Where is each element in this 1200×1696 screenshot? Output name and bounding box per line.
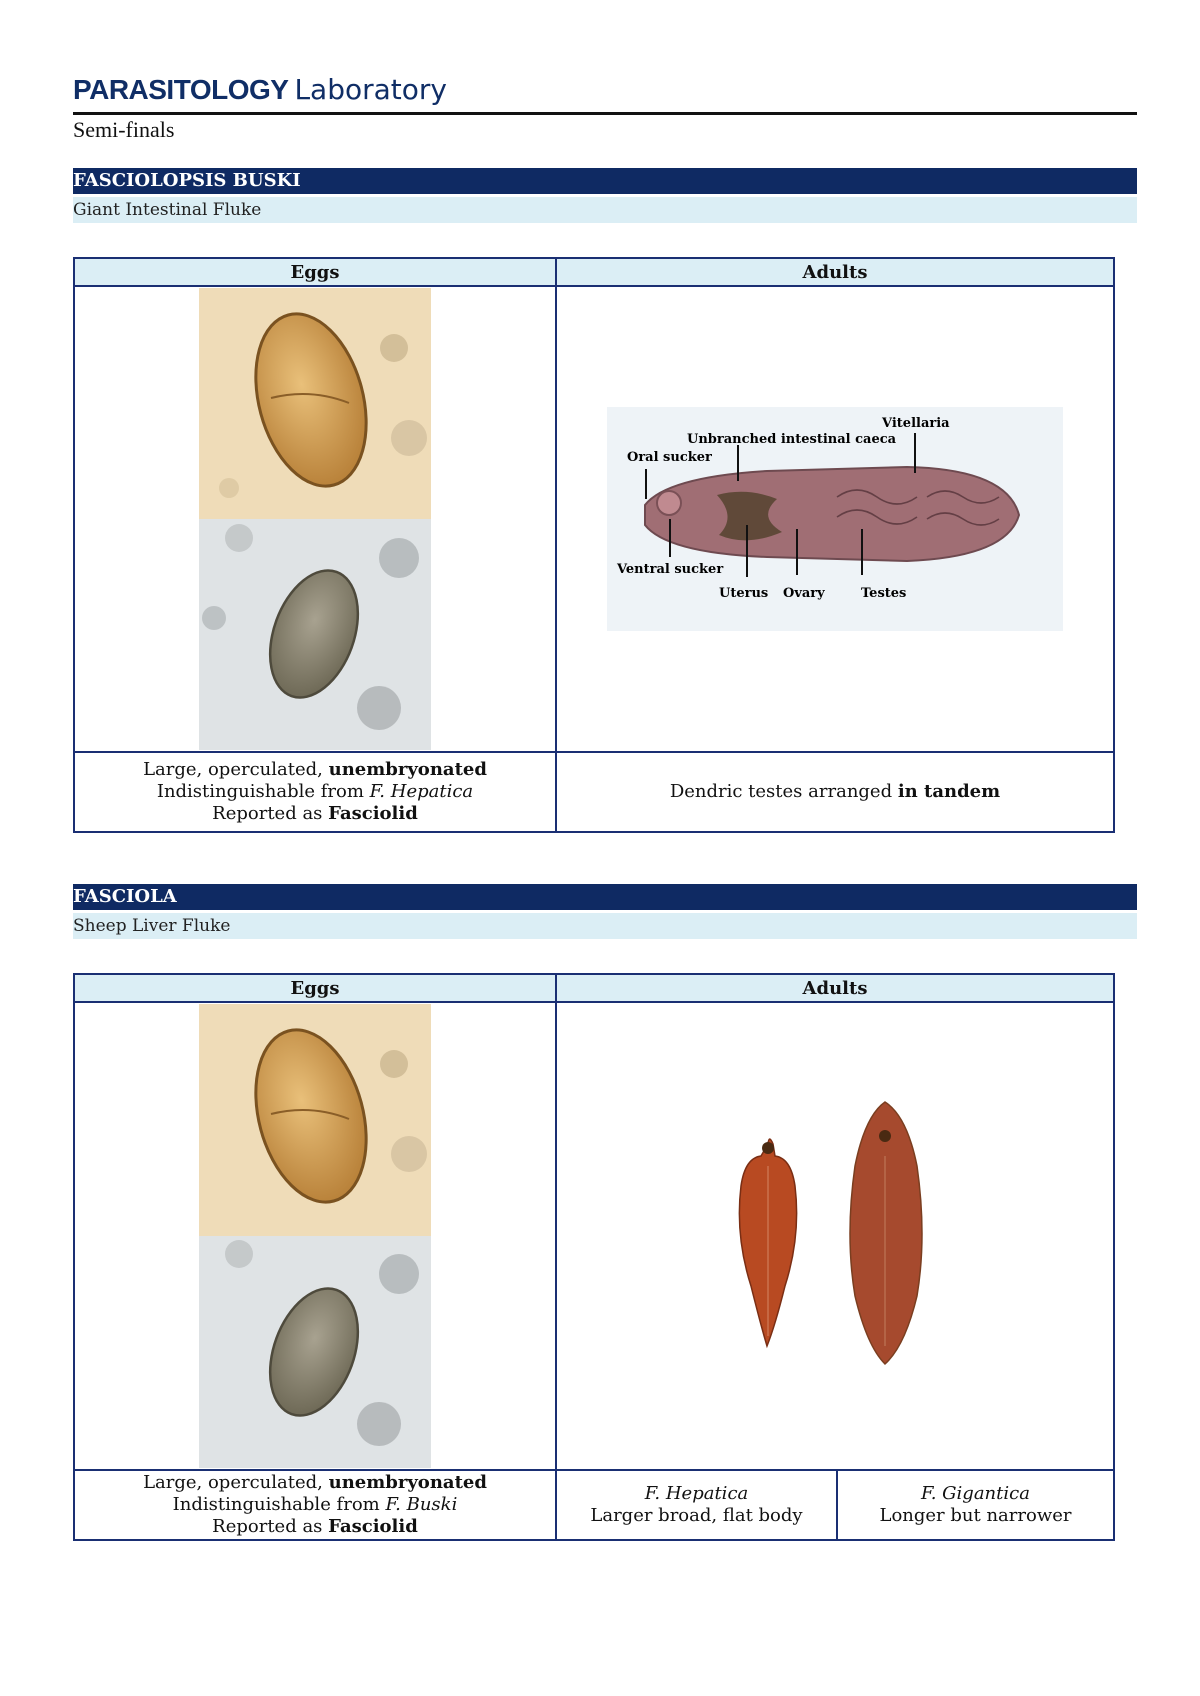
page-subtitle: Semi-finals bbox=[73, 117, 175, 142]
label-testes: Testes bbox=[861, 586, 907, 601]
label-oral-sucker: Oral sucker bbox=[627, 450, 712, 465]
adults-desc-a: Dendric testes arranged bbox=[669, 781, 898, 802]
label-uterus: Uterus bbox=[719, 586, 769, 601]
egg-photos bbox=[199, 288, 431, 750]
brand-bold: PARASITOLOGY bbox=[73, 74, 289, 105]
f-hepatica-desc: Larger broad, flat body bbox=[590, 1505, 803, 1526]
eggs-description bbox=[74, 752, 556, 832]
eggs-desc-3a: Reported as bbox=[212, 803, 329, 824]
adults-description bbox=[556, 752, 1114, 832]
eggs-desc-1a: Large, operculated, bbox=[143, 1472, 329, 1493]
page-header bbox=[73, 70, 1137, 143]
section-title-fasciola: FASCIOLA bbox=[73, 884, 1137, 910]
label-ventral-sucker: Ventral sucker bbox=[617, 562, 724, 577]
label-ovary: Ovary bbox=[783, 586, 825, 601]
adult-fluke-body bbox=[645, 467, 1019, 561]
eggs-desc-3a: Reported as bbox=[212, 1516, 329, 1537]
eggs-desc-1a: Large, operculated, bbox=[143, 759, 329, 780]
f-gigantica-description bbox=[837, 1470, 1114, 1540]
egg-photos bbox=[199, 1004, 431, 1468]
section-title-fasciolopsis: FASCIOLOPSIS BUSKI bbox=[73, 168, 1137, 194]
fasciola-table bbox=[73, 973, 1115, 1541]
brand-rest: Laboratory bbox=[294, 73, 447, 106]
col-header-adults: Adults bbox=[556, 258, 1114, 286]
eggs-desc-2b: F. Hepatica bbox=[369, 781, 474, 802]
brand-title bbox=[73, 70, 1137, 110]
f-gigantica-name: F. Gigantica bbox=[921, 1483, 1030, 1504]
adults-desc-b: in tandem bbox=[897, 781, 1001, 802]
f-hepatica-description bbox=[556, 1470, 837, 1540]
adults-image-cell bbox=[556, 1002, 1114, 1470]
eggs-desc-1b: unembryonated bbox=[328, 759, 487, 780]
section-common-name-fasciolopsis: Giant Intestinal Fluke bbox=[73, 197, 1137, 223]
fasciola-adults-photo bbox=[705, 1096, 965, 1376]
eggs-desc-2a: Indistinguishable from bbox=[156, 781, 370, 802]
f-hepatica-name: F. Hepatica bbox=[644, 1483, 749, 1504]
eggs-desc-2a: Indistinguishable from bbox=[172, 1494, 386, 1515]
eggs-desc-3b: Fasciolid bbox=[328, 1516, 418, 1537]
header-rule bbox=[73, 112, 1137, 115]
eggs-desc-2b: F. Buski bbox=[385, 1494, 458, 1515]
eggs-image-cell bbox=[74, 1002, 556, 1470]
label-caeca: Unbranched intestinal caeca bbox=[687, 432, 897, 447]
fasciolopsis-table bbox=[73, 257, 1115, 833]
col-header-eggs: Eggs bbox=[74, 974, 556, 1002]
eggs-desc-1b: unembryonated bbox=[328, 1472, 487, 1493]
fasciolopsis-diagram bbox=[607, 407, 1063, 631]
f-gigantica-desc: Longer but narrower bbox=[879, 1505, 1072, 1526]
section-common-name-fasciola: Sheep Liver Fluke bbox=[73, 913, 1137, 939]
col-header-eggs: Eggs bbox=[74, 258, 556, 286]
eggs-description bbox=[74, 1470, 556, 1540]
eggs-desc-3b: Fasciolid bbox=[328, 803, 418, 824]
col-header-adults: Adults bbox=[556, 974, 1114, 1002]
label-vitellaria: Vitellaria bbox=[882, 416, 950, 431]
adults-image-cell bbox=[556, 286, 1114, 752]
eggs-image-cell bbox=[74, 286, 556, 752]
